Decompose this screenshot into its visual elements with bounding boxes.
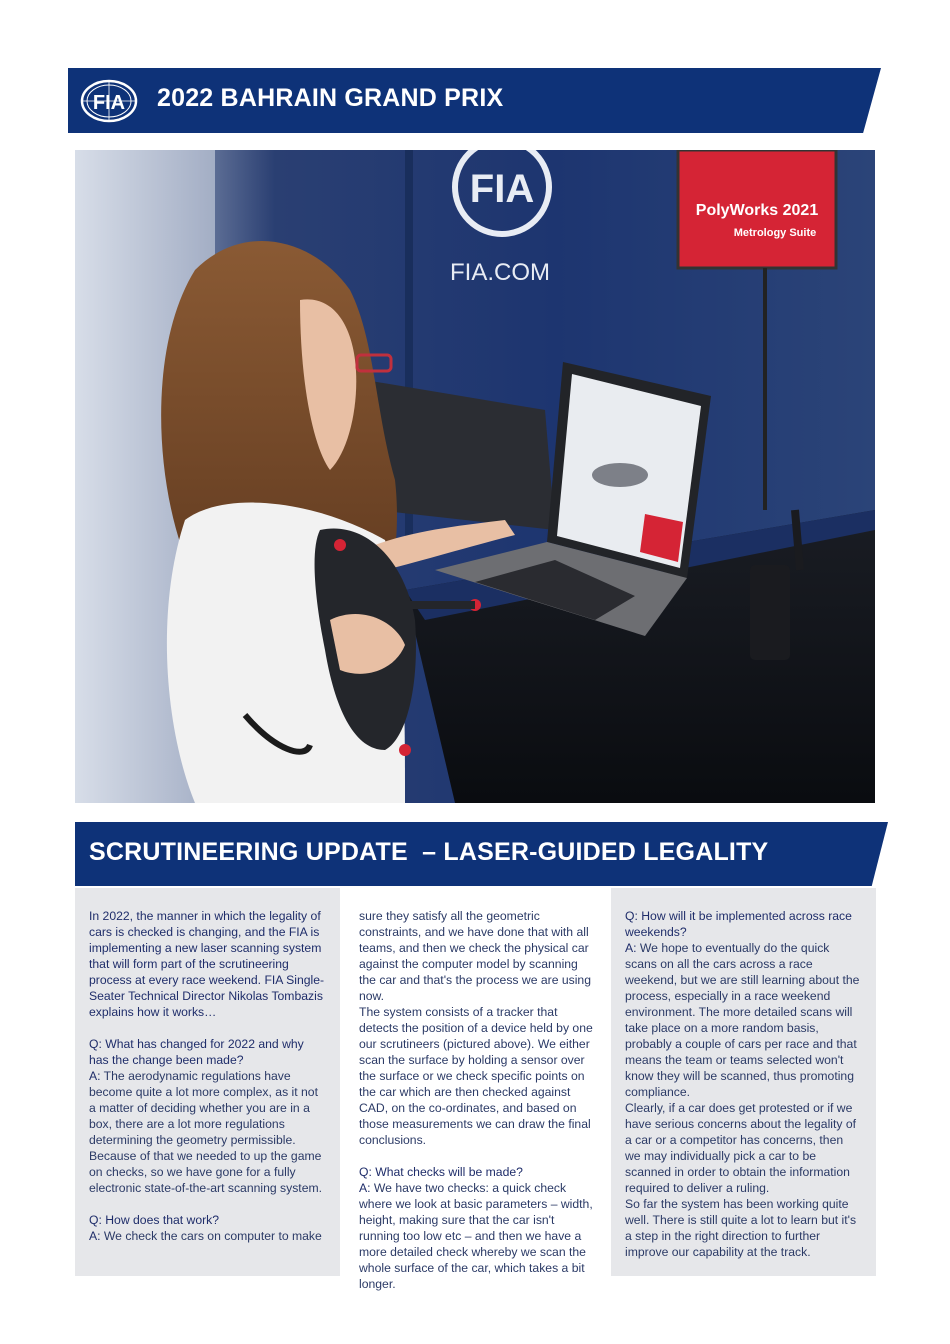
answer-3-text: We have two checks: a quick check where we look at basic parameters – width, height, making sure that the car isn't running too low etc – and then we have a more detailed check whereby we scan the whole surface of the car, which takes a bit longer. [359,1181,593,1291]
article-column-1 [75,888,340,1276]
fia-logo [80,79,138,123]
answer-4-text: We hope to eventually do the quick scans on all the cars across a race weekend, but we are still learning about the process, especially in a race weekend environment. The more detailed scans will take place on a more random basis, probably a couple of cars per race and that means the team or teams selected won't know they will be scanned, thus promoting compliance. [625,941,860,1099]
scrutineering-scene-image [75,150,875,803]
answer-2 [89,1228,326,1244]
answer-label: A: [89,1069,101,1083]
intro-paragraph: In 2022, the manner in which the legality of cars is checked is changing, and the FIA is implementing a new laser scanning system that will form part of the scrutineering process at every race weekend. FIA Single-Seater Technical Director Nikolas Tombazis explains how it works… [89,909,325,1019]
section-title: SCRUTINEERING UPDATE – LASER-GUIDED LEGALITY [89,838,769,866]
question-3: Q: What checks will be made? [359,1165,523,1179]
answer-1 [89,1068,326,1196]
answer-label: A: [625,941,637,955]
answer-4-paragraph-2: Clearly, if a car does get protested or if we have serious concerns about the legality of a car or a competitor has concerns, then we may individually pick a car to be scanned in order to obtain the information required to deliver a ruling. [625,1101,857,1195]
answer-label: A: [89,1229,101,1243]
monitor-title: PolyWorks 2021 [695,202,819,219]
monitor-subtitle: Metrology Suite [733,227,817,239]
answer-2-text: We check the cars on computer to make [100,1229,322,1243]
article-column-2 [345,888,607,1291]
answer-label: A: [359,1181,371,1195]
svg-text:FIA: FIA [92,92,126,114]
answer-3 [359,1180,593,1292]
answer-2-continued: sure they satisfy all the geometric constraints, and we have done that with all teams, and then we check the physical car against the computer model by scanning the car and that's the process we are using now. [359,909,591,1003]
question-1: Q: What has changed for 2022 and why has the change been made? [89,1037,304,1067]
question-2: Q: How does that work? [89,1213,220,1227]
question-4: Q: How will it be implemented across race weekends? [625,909,852,939]
answer-4 [625,940,862,1100]
event-title: 2022 BAHRAIN GRAND PRIX [157,84,504,112]
answer-2-paragraph-2: The system consists of a tracker that detects the position of a device held by one our scrutineers (pictured above). We either scan the surface by holding a sensor over the surface or we check specific points on the car which are then checked against CAD, on the co-ordinates, and based on those measurements we can draw the final conclusions. [359,1005,593,1147]
hero-photo [75,150,875,803]
article-column-3 [611,888,876,1276]
answer-4-paragraph-3: So far the system has been working quite well. There is still quite a lot to learn but it's a step in the right direction to further improve our capability at the track. [625,1197,857,1259]
backdrop-logo: FIA [469,167,535,211]
backdrop-text: FIA.COM [450,259,550,286]
answer-1-text: The aerodynamic regulations have become quite a lot more complex, as it not a matter of deciding whether you are in a box, there are a lot more regulations determining the geometry permissible. Because of that we needed to up the game on checks, so we have gone for a fully electronic state-of-the-art scanning system. [89,1069,323,1195]
